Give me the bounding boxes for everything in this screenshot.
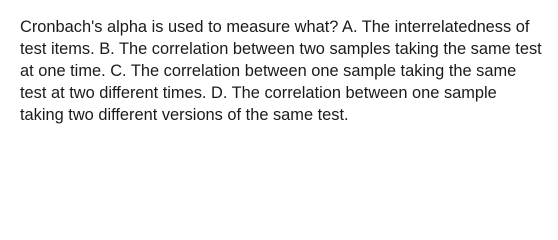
question-text: Cronbach's alpha is used to measure what? A. The interrelatedness of test items. B. The correlation between two samples taking the same test at one time. C. The correlation between one sample taking the same test at two different times. D. The correlation between one sample taking two different versions of the same test.: [20, 18, 542, 124]
